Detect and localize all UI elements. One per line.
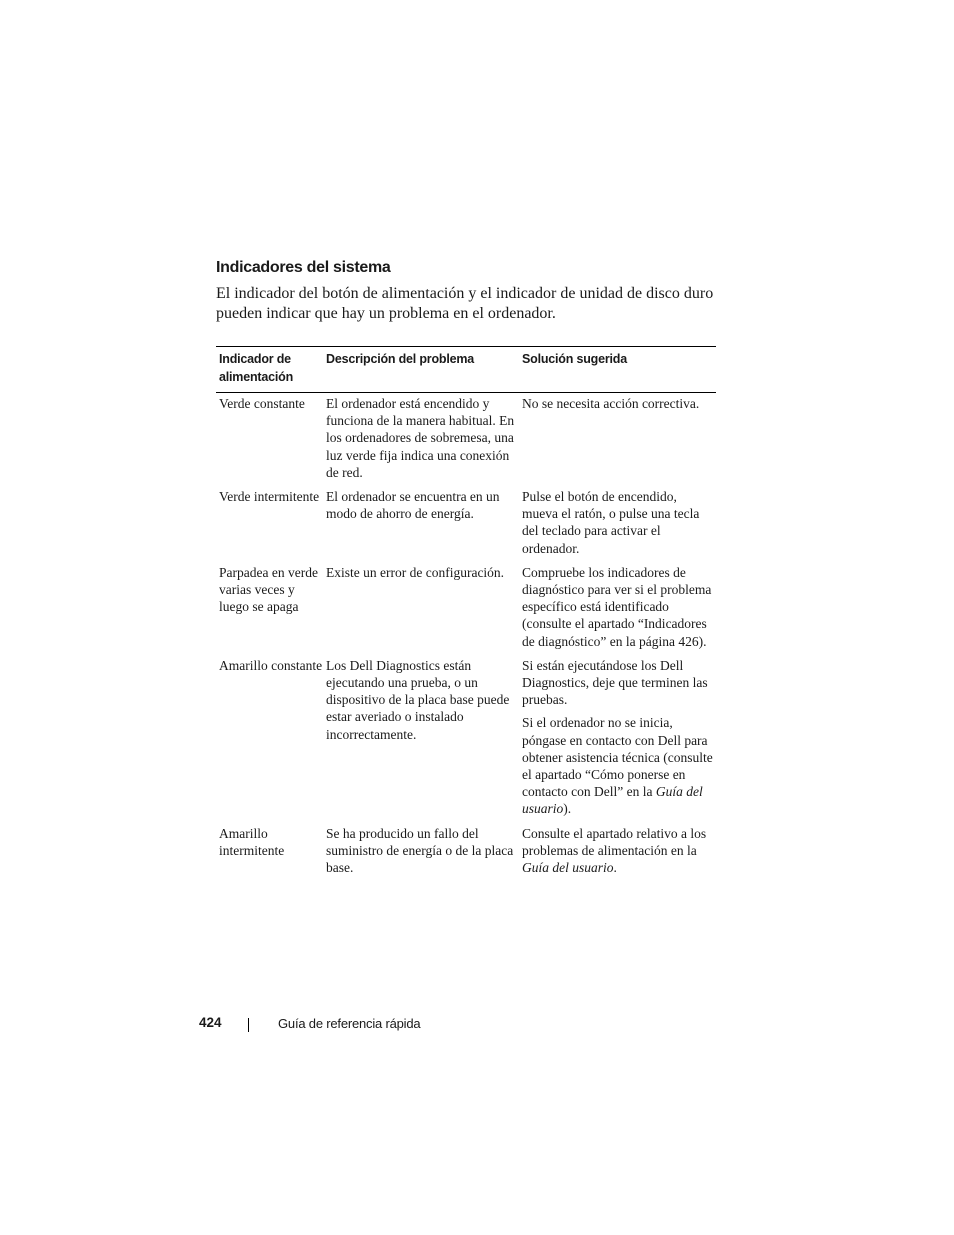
footer-title: Guía de referencia rápida [278, 1016, 421, 1031]
cell-description: Se ha producido un fallo del suministro de energía o de la placa base. [326, 825, 514, 876]
cell-description: Existe un error de configuración. [326, 564, 505, 580]
cell-description: El ordenador está encendido y funciona de la manera habitual. En los ordenadores de sobremesa, una luz verde fija indica una conexión de red. [326, 396, 515, 480]
solution-text: No se necesita acción correctiva. [522, 396, 700, 411]
cell-indicator: Parpadea en verde varias veces y luego se apaga [219, 564, 318, 615]
header-solution: Solución sugerida [522, 352, 627, 366]
solution-text: Si están ejecutándose los Dell Diagnostics, deje que terminen las pruebas. [522, 657, 708, 708]
intro-paragraph: El indicador del botón de alimentación y el indicador de unidad de disco duro pueden indicar que hay un problema en el ordenador. [216, 285, 714, 322]
table-row [216, 825, 716, 877]
solution-text: Consulte el apartado relativo a los problemas de alimentación en la Guía del usuario. [522, 825, 707, 876]
cell-indicator: Verde constante [219, 396, 305, 411]
table-row [216, 488, 716, 557]
page-number: 424 [199, 1015, 222, 1030]
cell-indicator: Verde intermitente [219, 489, 320, 505]
guide-title-italic: Guía del usuario [522, 784, 703, 817]
table-row [216, 657, 716, 818]
solution-text: Pulse el botón de encendido, mueva el ratón, o pulse una tecla del teclado para activar el ordenador. [522, 489, 700, 556]
header-description: Descripción del problema [326, 352, 475, 366]
cell-indicator: Amarillo intermitente [219, 825, 285, 858]
cell-indicator: Amarillo constante [219, 657, 323, 673]
table-row [216, 564, 716, 650]
indicator-table [216, 346, 716, 883]
header-indicator: Indicador de alimentación [219, 352, 294, 384]
table-row [216, 395, 716, 481]
cell-solution [519, 657, 716, 818]
table-body [216, 393, 716, 876]
section-title: Indicadores del sistema [216, 259, 391, 276]
solution-text: Compruebe los indicadores de diagnóstico para ver si el problema específico está identificado (consulte el apartado “Indicadores de diagnóstico” en la página 426). [522, 564, 712, 649]
cell-description: El ordenador se encuentra en un modo de ahorro de energía. [326, 489, 500, 522]
cell-solution [519, 395, 716, 481]
table-header [216, 347, 716, 393]
guide-title-italic: Guía del usuario [522, 860, 614, 876]
cell-solution [519, 564, 716, 650]
cell-solution [519, 488, 716, 557]
solution-text: Si el ordenador no se inicia, póngase en contacto con Dell para obtener asistencia técnica (consulte el apartado “Cómo ponerse en contacto con Dell” en la Guía del usuario). [522, 715, 713, 817]
footer-divider [248, 1018, 249, 1032]
cell-solution [519, 825, 716, 877]
cell-description: Los Dell Diagnostics están ejecutando una prueba, o un dispositivo de la placa base puede estar averiado o instalado incorrectamente. [326, 657, 510, 742]
